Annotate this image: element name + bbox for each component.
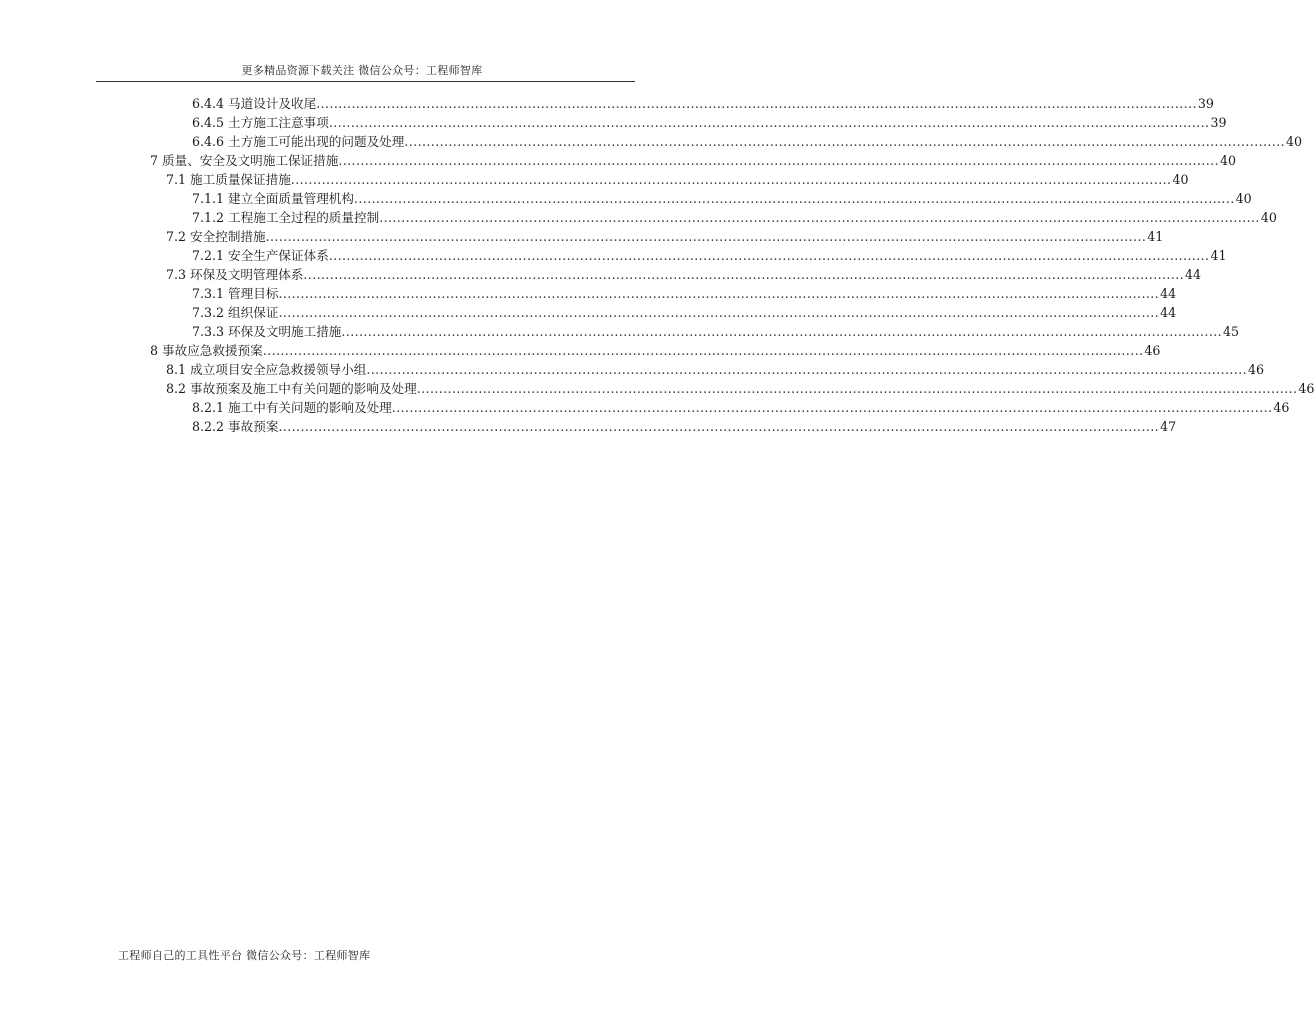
page-header: 更多精品资源下载关注 微信公众号：工程师智库 [241, 64, 483, 77]
toc-leader-dots: ........................................................................................................................................................................................................ [278, 305, 1160, 320]
toc-leader-dots: ........................................................................................................................................................................................................ [278, 286, 1160, 301]
toc-entry-title: 8.2 事故预案及施工中有关问题的影响及处理 [166, 381, 417, 396]
toc-entry-title: 7.3 环保及文明管理体系 [166, 267, 304, 282]
toc-entry-title: 7.3.3 环保及文明施工措施 [192, 324, 342, 339]
toc-leader-dots: ........................................................................................................................................................................................................ [265, 229, 1147, 244]
toc-entry-page: 40 [1286, 134, 1303, 149]
toc-leader-dots: ........................................................................................................................................................................................................ [416, 381, 1298, 396]
toc-entry[interactable] [192, 208, 1277, 227]
toc-entry-title: 7.1 施工质量保证措施 [166, 172, 291, 187]
toc-entry-page: 47 [1160, 419, 1177, 434]
toc-entry[interactable] [192, 132, 1303, 151]
toc-leader-dots: ........................................................................................................................................................................................................ [404, 134, 1286, 149]
toc-leader-dots: ........................................................................................................................................................................................................ [379, 210, 1260, 225]
toc-entry-title: 8 事故应急救援预案 [150, 343, 263, 358]
toc-entry[interactable] [192, 303, 1177, 322]
toc-entry[interactable] [166, 170, 1189, 189]
toc-entry[interactable] [192, 284, 1177, 303]
toc-entry[interactable] [192, 189, 1252, 208]
toc-entry-page: 46 [1144, 343, 1161, 358]
toc-entry[interactable] [166, 379, 1314, 398]
toc-entry[interactable] [166, 227, 1164, 246]
toc-leader-dots: ........................................................................................................................................................................................................ [316, 96, 1197, 111]
toc-entry[interactable] [166, 360, 1265, 379]
toc-entry-page: 44 [1160, 286, 1177, 301]
toc-leader-dots: ........................................................................................................................................................................................................ [338, 153, 1219, 168]
toc-entry[interactable] [192, 246, 1227, 265]
toc-entry[interactable] [166, 265, 1202, 284]
toc-entry[interactable] [192, 113, 1227, 132]
toc-entry[interactable] [192, 322, 1240, 341]
toc-entry-title: 7.2 安全控制措施 [166, 229, 266, 244]
toc-leader-dots: ........................................................................................................................................................................................................ [290, 172, 1172, 187]
toc-entry-page: 39 [1197, 96, 1214, 111]
toc-entry-page: 44 [1185, 267, 1202, 282]
toc-entry-page: 46 [1248, 362, 1265, 377]
toc-entry-page: 40 [1235, 191, 1252, 206]
toc-entry-page: 40 [1219, 153, 1237, 168]
toc-entry-page: 41 [1210, 248, 1227, 263]
toc-entry-page: 39 [1210, 115, 1227, 130]
toc-entry-page: 46 [1273, 400, 1290, 415]
toc-entry-title: 8.1 成立项目安全应急救援领导小组 [166, 362, 367, 377]
toc-entry-title: 7.1.1 建立全面质量管理机构 [192, 191, 354, 206]
toc-entry-title: 7.3.2 组织保证 [192, 305, 279, 320]
toc-leader-dots: ........................................................................................................................................................................................................ [328, 115, 1210, 130]
toc-entry[interactable] [192, 94, 1214, 113]
toc-leader-dots: ........................................................................................................................................................................................................ [262, 343, 1144, 358]
toc-entry-title: 6.4.6 土方施工可能出现的问题及处理 [192, 134, 405, 149]
toc-entry-title: 8.2.1 施工中有关问题的影响及处理 [192, 400, 392, 415]
toc-leader-dots: ........................................................................................................................................................................................................ [328, 248, 1210, 263]
toc-entry-page: 40 [1260, 210, 1277, 225]
toc-leader-dots: ........................................................................................................................................................................................................ [278, 419, 1160, 434]
toc-leader-dots: ........................................................................................................................................................................................................ [366, 362, 1247, 377]
toc-entry-title: 6.4.5 土方施工注意事项 [192, 115, 329, 130]
toc-entry-title: 8.2.2 事故预案 [192, 419, 279, 434]
toc-leader-dots: ........................................................................................................................................................................................................ [391, 400, 1273, 415]
toc-entry[interactable] [192, 398, 1290, 417]
toc-entry-title: 7 质量、安全及文明施工保证措施 [150, 153, 339, 168]
toc-entry-title: 7.2.1 安全生产保证体系 [192, 248, 329, 263]
toc-entry[interactable] [192, 417, 1177, 436]
toc-entry-title: 6.4.4 马道设计及收尾 [192, 96, 317, 111]
toc-entry-title: 7.3.1 管理目标 [192, 286, 279, 301]
toc-entry[interactable] [150, 151, 1237, 170]
toc-leader-dots: ........................................................................................................................................................................................................ [354, 191, 1235, 206]
toc-entry-page: 41 [1147, 229, 1164, 244]
header-divider [96, 81, 635, 82]
toc-entry-page: 45 [1223, 324, 1240, 339]
toc-entry[interactable] [150, 341, 1161, 360]
toc-leader-dots: ........................................................................................................................................................................................................ [303, 267, 1185, 282]
toc-entry-page: 40 [1172, 172, 1189, 187]
page-footer: 工程师自己的工具性平台 微信公众号：工程师智库 [118, 949, 371, 962]
toc-leader-dots: ........................................................................................................................................................................................................ [341, 324, 1223, 339]
toc-entry-title: 7.1.2 工程施工全过程的质量控制 [192, 210, 380, 225]
toc-entry-page: 44 [1160, 305, 1177, 320]
toc-entry-page: 46 [1298, 381, 1314, 396]
